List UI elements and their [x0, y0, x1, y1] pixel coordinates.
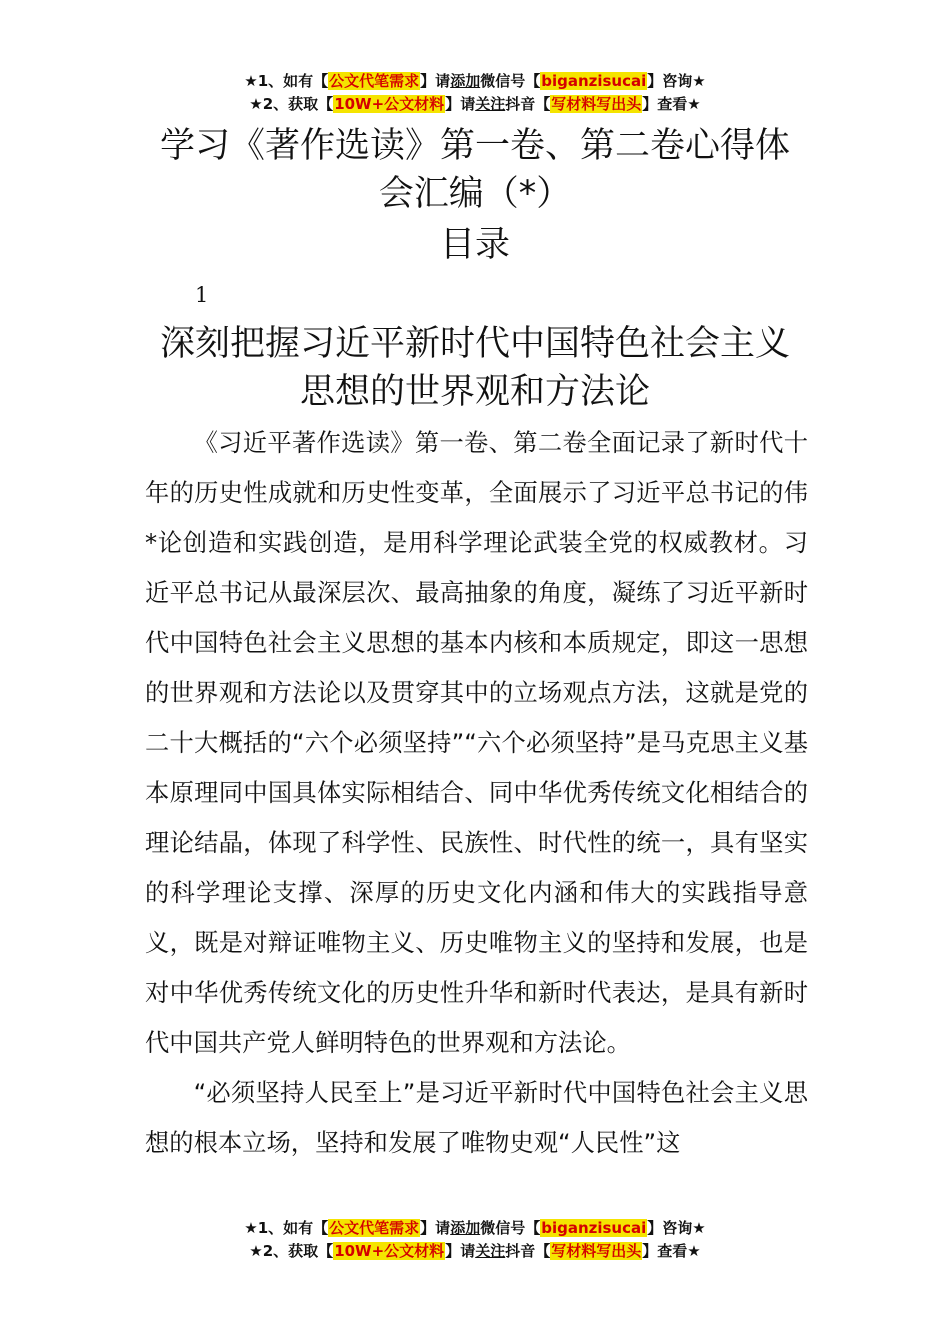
- banner-text: ★1、如有【: [244, 1219, 329, 1237]
- header-banner: [0, 70, 950, 116]
- banner-text: ★2、获取【: [249, 1242, 334, 1260]
- paragraph: “必须坚持人民至上”是习近平新时代中国特色社会主义思想的根本立场，坚持和发展了唯物史观“人民性”这: [145, 1078, 808, 1157]
- document-title-line: 学习《著作选读》第一卷、第二卷心得体: [159, 126, 790, 166]
- banner-text: 抖音【: [505, 1242, 551, 1260]
- banner-text: 】咨询★: [647, 1219, 706, 1237]
- banner-highlight: 10W+公文材料: [334, 1242, 445, 1260]
- banner-highlight: 写材料写出头: [551, 95, 642, 113]
- banner-line-2: [0, 1240, 950, 1263]
- document-title-line: 会汇编（*）: [378, 174, 572, 214]
- banner-highlight: 公文代笔需求: [329, 72, 420, 90]
- banner-highlight: 公文代笔需求: [329, 1219, 420, 1237]
- banner-emphasis: 关注: [475, 1242, 506, 1260]
- banner-emphasis: 添加: [450, 72, 481, 90]
- toc-heading: 目录: [439, 225, 510, 265]
- banner-text: 抖音【: [505, 95, 551, 113]
- banner-text: 】查看★: [642, 95, 701, 113]
- banner-text: ★1、如有【: [244, 72, 329, 90]
- banner-text: 】请: [420, 1219, 451, 1237]
- paragraph: 《习近平著作选读》第一卷、第二卷全面记录了新时代十年的历史性成就和历史性变革，全面展示了习近平总书记的伟*论创造和实践创造，是用科学理论武装全党的权威教材。习近平总书记从最深层次、最高抽象的角度，凝练了习近平新时代中国特色社会主义思想的基本内核和本质规定，即这一思想的世界观和方法论以及贯穿其中的立场观点方法，这就是党的二十大概括的“六个必须坚持”“六个必须坚持”是马克思主义基本原理同中国具体实际相结合、同中华优秀传统文化相结合的理论结晶，体现了科学性、民族性、时代性的统一，具有坚实的科学理论支撑、深厚的历史文化内涵和伟大的实践指导意义，既是对辩证唯物主义、历史唯物主义的坚持和发展，也是对中华优秀传统文化的历史性升华和新时代表达，是具有新时代中国共产党人鲜明特色的世界观和方法论。: [145, 428, 808, 1057]
- section-title-line: 思想的世界观和方法论: [299, 372, 650, 412]
- banner-emphasis: 关注: [475, 95, 506, 113]
- section-title: [120, 320, 830, 416]
- banner-highlight: biganzisucai: [541, 1219, 647, 1237]
- banner-text: 】请: [445, 95, 476, 113]
- document-title: [120, 122, 830, 218]
- section-number: 1: [195, 283, 209, 307]
- banner-text: 】请: [420, 72, 451, 90]
- section-title-line: 深刻把握习近平新时代中国特色社会主义: [159, 324, 790, 364]
- footer-banner: [0, 1217, 950, 1263]
- banner-text: 微信号【: [480, 72, 541, 90]
- body-text: [145, 418, 808, 1168]
- banner-text: 微信号【: [480, 1219, 541, 1237]
- banner-line-1: [0, 1217, 950, 1240]
- banner-text: 】请: [445, 1242, 476, 1260]
- banner-highlight: 写材料写出头: [551, 1242, 642, 1260]
- banner-emphasis: 添加: [450, 1219, 481, 1237]
- banner-line-1: [0, 70, 950, 93]
- banner-text: 】咨询★: [647, 72, 706, 90]
- banner-text: 】查看★: [642, 1242, 701, 1260]
- banner-highlight: 10W+公文材料: [334, 95, 445, 113]
- banner-highlight: biganzisucai: [541, 72, 647, 90]
- banner-line-2: [0, 93, 950, 116]
- banner-text: ★2、获取【: [249, 95, 334, 113]
